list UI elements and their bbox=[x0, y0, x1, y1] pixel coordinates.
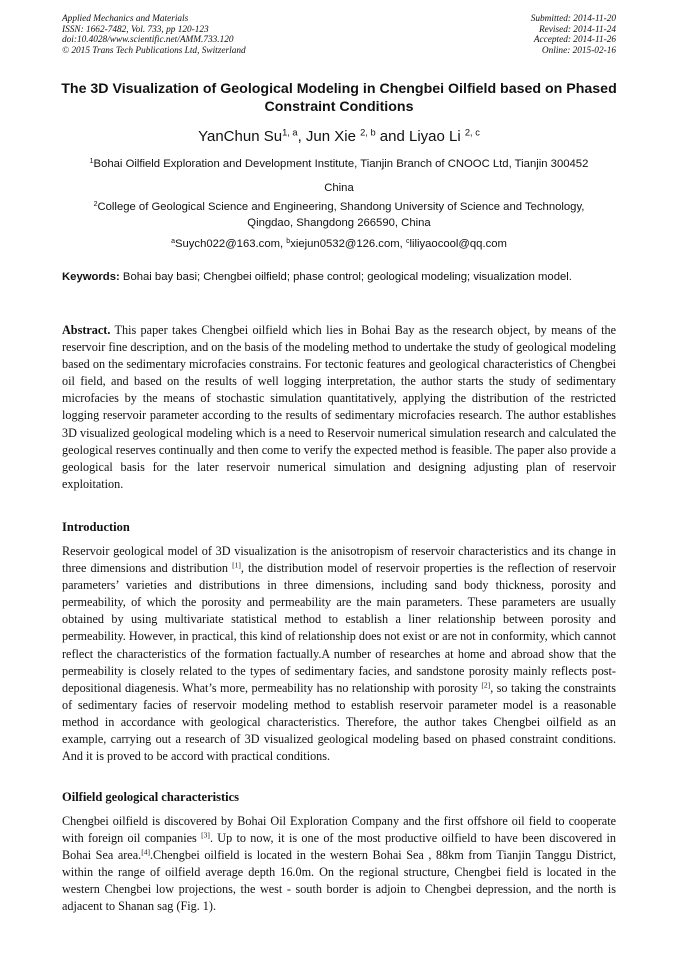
intro-text-3: , so taking the constraints of sedimentary facies of reservoir modeling method to establish reservoir parameter model is a reasonable method in accordance with geological characteristics. Therefore, the author takes Chengbei oilfield as an example, carrying out a research of 3D visualized geological modeling based on phased constraint conditions. And it is proved to be accord with practical conditions. bbox=[62, 680, 616, 764]
ref-1[interactable]: [1] bbox=[232, 560, 241, 570]
oilfield-text-1: Chengbei oilfield is discovered by Bohai Oil Exploration Company and the first offshore oil field to cooperate with foreign oil companies bbox=[62, 814, 616, 846]
author-3: and Liyao Li bbox=[375, 128, 465, 145]
journal-copyright: © 2015 Trans Tech Publications Ltd, Switzerland bbox=[62, 45, 246, 56]
journal-info bbox=[62, 14, 246, 56]
affiliation-2-line1: College of Geological Science and Engineering, Shandong University of Science and Technology, bbox=[97, 201, 585, 213]
keywords-text: Bohai bay basi; Chengbei oilfield; phase control; geological modeling; visualization model. bbox=[119, 271, 572, 283]
oilfield-text-2: . Up to now, it is one of the most productive oilfield to have been discovered in Bohai Sea area. bbox=[62, 831, 616, 863]
affiliation-2-sup: 2 bbox=[93, 200, 98, 208]
submission-dates bbox=[531, 14, 616, 56]
email-c[interactable]: liliyaocool@qq.com bbox=[409, 238, 507, 250]
author-1-sup: 1, a bbox=[282, 127, 298, 138]
oilfield-paragraph bbox=[62, 813, 616, 916]
journal-name: Applied Mechanics and Materials bbox=[62, 14, 189, 24]
email-list bbox=[62, 235, 616, 253]
affiliation-1-line1: Bohai Oilfield Exploration and Development Institute, Tianjin Branch of CNOOC Ltd, Tianjin 300452 bbox=[93, 158, 589, 170]
author-2: , Jun Xie bbox=[297, 128, 361, 145]
affiliation-1 bbox=[62, 155, 616, 197]
author-3-sup: 2, c bbox=[464, 127, 480, 138]
ref-2[interactable]: [2] bbox=[481, 680, 491, 690]
oilfield-text-3: .Chengbei oilfield is located in the western Bohai Sea , 88km from Tianjin Tanggu District, within the range of oilfield average depth 16.0m. On the regional structure, Chengbei field is located in the western Chengbei low projections, the west - south border is adjoin to Chengbei depression, and the north is adjacent to Shanan sag (Fig. 1). bbox=[62, 848, 617, 914]
journal-issn: ISSN: 1662-7482, Vol. 733, pp 120-123 bbox=[62, 24, 209, 35]
abstract-label: Abstract. bbox=[62, 323, 111, 337]
ref-3[interactable]: [3] bbox=[201, 830, 210, 840]
abstract-text: This paper takes Chengbei oilfield which lies in Bohai Bay as the research object, by means of the reservoir fine description, and on the basis of the modeling method to undertake the study of geological modeling based on the sedimentary microfacies constrains. For tectonic features and geological characteristics of Chengbei oil field, and based on the results of well logging interpretation, the author starts the study of sedimentary microfacies by the means of stochastic simulation quantitatively, applying the distribution of the restricted logging reservoir parameter according to the results of sedimentary microfacies research. The author establishes 3D visualized geological modeling which is a need to Reservoir numerical simulation research and calculated the geological reserves continually and then come to verify the expected method is feasible. The paper also provide a geological basis for the later reservoir numerical simulation and designing adjusting plan of reservoir exploitation. bbox=[62, 323, 616, 491]
intro-text-2: , the distribution model of reservoir properties is the reflection of reservoir parameters’ varieties and distributions in three dimensions, including sand body thickness, porosity and permeability, of which the porosity and permeability are the main parameters. These parameters are usually obtained by using multivariate statistical method to establish a liner relationship between porosity and permeability. However, in practical, this kind of relationship does not exist or are not in conformity, which cannot reflect the characteristics of the formation factually.A number of researches at home and abroad show that the permeability is closely related to the types of sedimentary facies, and sandstone porosity mainly reflects post-depositional diagenesis. What’s more, permeability has no relationship with porosity bbox=[62, 561, 617, 695]
affiliation-1-line2: China bbox=[324, 182, 354, 194]
author-list bbox=[0, 128, 678, 146]
affiliation-2 bbox=[62, 199, 616, 231]
introduction-heading: Introduction bbox=[62, 520, 130, 534]
abstract bbox=[62, 322, 616, 493]
keywords-label: Keywords: bbox=[62, 271, 120, 283]
oilfield-heading: Oilfield geological characteristics bbox=[62, 790, 240, 804]
date-online: Online: 2015-02-16 bbox=[541, 45, 616, 56]
paper-title: The 3D Visualization of Geological Modeling in Chengbei Oilfield based on Phased Constraint Conditions bbox=[61, 81, 617, 115]
ref-4[interactable]: [4] bbox=[141, 847, 150, 857]
affiliation-2-line2: Qingdao, Shangdong 266590, China bbox=[247, 217, 431, 229]
author-1: YanChun Su bbox=[198, 128, 283, 145]
date-submitted: Submitted: 2014-11-20 bbox=[530, 14, 616, 24]
email-c-sup: c bbox=[405, 237, 410, 245]
author-2-sup: 2, b bbox=[360, 127, 376, 138]
introduction-paragraph bbox=[62, 543, 616, 765]
email-a[interactable]: Suych022@163.com, bbox=[174, 238, 287, 250]
date-accepted: Accepted: 2014-11-26 bbox=[533, 35, 616, 46]
journal-doi: doi:10.4028/www.scientific.net/AMM.733.120 bbox=[62, 35, 234, 46]
email-b-sup: b bbox=[286, 237, 291, 245]
affiliation-1-sup: 1 bbox=[89, 157, 94, 165]
keywords bbox=[62, 270, 616, 285]
email-a-sup: a bbox=[171, 237, 175, 245]
intro-text-1: Reservoir geological model of 3D visualization is the anisotropism of reservoir characteristics and its change in three dimensions and distribution bbox=[62, 544, 616, 576]
email-b[interactable]: xiejun0532@126.com, bbox=[290, 238, 406, 250]
date-revised: Revised: 2014-11-24 bbox=[538, 24, 616, 35]
